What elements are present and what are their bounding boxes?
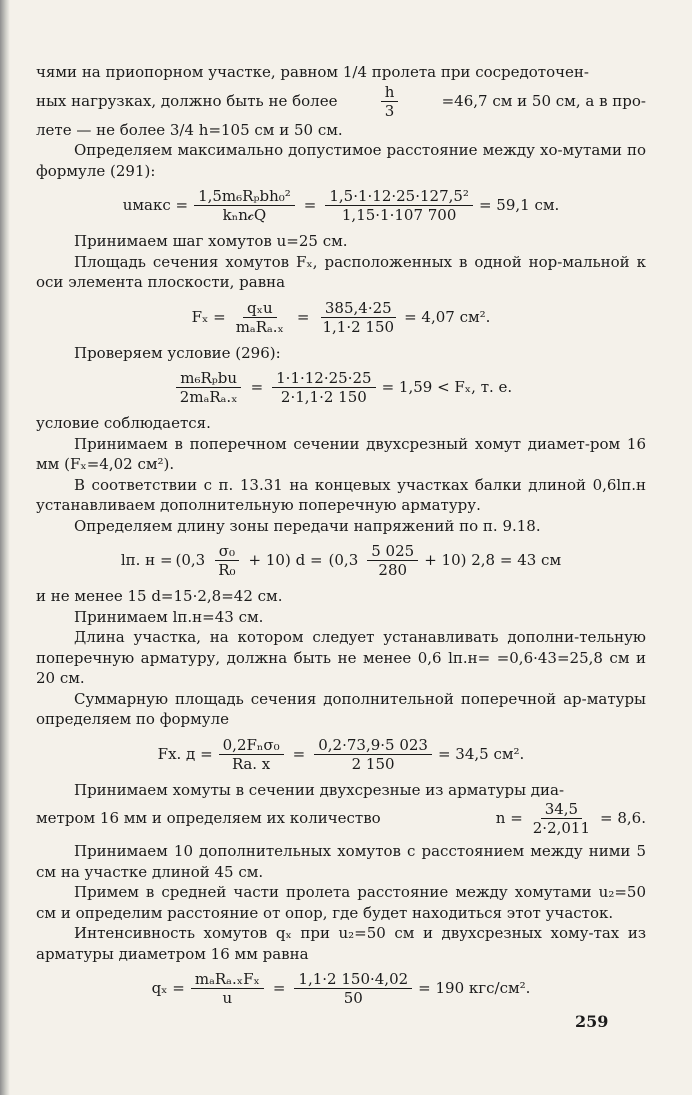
inline-formula xyxy=(496,800,646,837)
formula-lhs: qₓ = xyxy=(151,979,185,998)
numerator: m₆Rₚbu xyxy=(176,369,241,388)
formula-lhs: lп. н = xyxy=(120,551,173,570)
formula-result: = 4,07 см². xyxy=(404,307,491,326)
denominator: 2mₐRₐ.ₓ xyxy=(179,388,238,406)
denominator: u xyxy=(222,989,233,1007)
fraction xyxy=(232,299,288,336)
formula-result: = 34,5 см². xyxy=(437,744,525,763)
paragraph: Суммарную площадь сечения дополнительной поперечной ар-матуры определяем по формуле xyxy=(36,689,646,728)
paragraph: Принимаем хомуты в сечении двухсрезные из арматуры диа- xyxy=(74,780,565,799)
denominator: 1,1·2 150 xyxy=(322,317,395,336)
numerator: h xyxy=(381,83,399,102)
paragraph: Принимаем шаг хомутов u=25 см. xyxy=(74,232,348,250)
text-fragment: метром 16 мм и определяем их количество xyxy=(36,809,381,828)
denominator: kₙn𝒸Q xyxy=(222,206,267,224)
fraction xyxy=(294,970,412,1007)
denominator: 2 150 xyxy=(351,754,395,773)
fraction xyxy=(219,736,284,773)
denominator: 2·1,1·2 150 xyxy=(280,388,367,406)
text-line-with-fraction xyxy=(36,800,646,837)
paragraph: Принимаем в поперечном сечении двухсрезный хомут диамет-ром 16 мм (Fₓ=4,02 см²). xyxy=(36,434,646,473)
formula-lhs: n = xyxy=(495,809,523,828)
numerator: 1·1·12·25·25 xyxy=(272,369,375,388)
formula-qx xyxy=(36,970,646,1007)
fraction xyxy=(176,369,242,406)
formula-lhs: uмакс = xyxy=(122,196,189,215)
numerator: qₓu xyxy=(243,299,277,318)
paragraph: В соответствии с п. 13.31 на концевых участках балки длиной 0,6lп.н устанавливаем дополнительную поперечную арматуру. xyxy=(36,475,646,514)
formula-l-pn xyxy=(36,542,646,579)
paragraph: Принимаем lп.н=43 см. xyxy=(74,607,264,626)
numerator: 0,2Fₙσ₀ xyxy=(219,736,284,755)
denominator: 1,15·1·107 700 xyxy=(341,206,457,224)
formula-lhs: Fₓ = xyxy=(191,307,226,326)
text-fragment: ных нагрузках, должно быть не более xyxy=(36,91,338,110)
denominator: 280 xyxy=(378,561,408,579)
formula-term: (0,3 xyxy=(175,551,206,570)
denominator: 3 xyxy=(384,101,395,120)
fraction xyxy=(529,800,594,837)
fraction xyxy=(314,736,432,773)
denominator: mₐRₐ.ₓ xyxy=(235,317,284,336)
paragraph: Примем в средней части пролета расстояние между хомутами u₂=50 см и определим расстояние от опор, где будет находиться этот участок. xyxy=(36,883,646,922)
fraction xyxy=(325,187,473,224)
paragraph: Определяем длину зоны передачи напряжений по п. 9.18. xyxy=(74,516,541,535)
formula-result: = 190 кгс/см². xyxy=(418,979,531,998)
formula-fx xyxy=(36,299,646,336)
equals-sign: = xyxy=(292,744,306,763)
numerator: 5 025 xyxy=(367,542,418,561)
paragraph: Длина участка, на котором следует устанавливать дополни-тельную поперечную арматуру, должна быть не менее 0,6 lп.н= =0,6·43=25,8 см и 20 см. xyxy=(36,628,646,687)
numerator: mₐRₐ.ₓFₓ xyxy=(191,970,264,989)
formula-result: = 1,59 < Fₓ, т. е. xyxy=(381,378,513,397)
formula-term: + 10) d = xyxy=(248,551,323,570)
equals-sign: = xyxy=(303,196,317,215)
page-binding-edge xyxy=(0,0,10,1095)
equals-sign: = xyxy=(296,307,310,326)
fraction xyxy=(381,83,399,120)
paragraph: Принимаем 10 дополнительных хомутов с расстоянием между ними 5 см на участке длиной 45 см. xyxy=(36,842,646,881)
fraction xyxy=(367,542,418,579)
fraction xyxy=(318,299,398,336)
formula-lhs: Fх. д = xyxy=(157,744,213,763)
paragraph: Интенсивность хомутов qₓ при u₂=50 см и двухсрезных хому-тах из арматуры диаметром 16 мм равна xyxy=(36,924,646,963)
fraction xyxy=(194,187,295,224)
text-fragment: =46,7 см и 50 см, а в про- xyxy=(441,91,646,110)
numerator: 0,2·73,9·5 023 xyxy=(314,736,432,755)
formula-term: (0,3 xyxy=(328,551,359,570)
formula-condition-296 xyxy=(36,369,646,406)
formula-u-max xyxy=(36,187,646,224)
page-number: 259 xyxy=(575,1012,609,1031)
formula-result: + 10) 2,8 = 43 см xyxy=(424,551,562,570)
paragraph: Проверяем условие (296): xyxy=(74,343,281,362)
paragraph: чями на приопорном участке, равном 1/4 пролета при сосредоточен- xyxy=(36,63,589,81)
fraction xyxy=(191,970,264,1007)
denominator: 2·2,011 xyxy=(532,819,591,837)
formula-result: = 59,1 см. xyxy=(478,196,560,215)
fraction xyxy=(214,542,239,579)
formula-fx-d xyxy=(36,736,646,773)
page-text xyxy=(36,62,646,1014)
paragraph: условие соблюдается. xyxy=(36,414,211,432)
paragraph: и не менее 15 d=15·2,8=42 см. xyxy=(36,587,283,605)
denominator: 50 xyxy=(343,989,363,1007)
text-line-with-fraction xyxy=(36,83,646,120)
equals-sign: = xyxy=(250,378,264,397)
denominator: R₀ xyxy=(218,561,236,579)
paragraph: лете — не более 3/4 h=105 см и 50 см. xyxy=(36,120,343,139)
numerator: 1,5·1·12·25·127,5² xyxy=(325,187,473,206)
paragraph: Определяем максимально допустимое расстояние между хо-мутами по формуле (291): xyxy=(36,141,646,180)
paragraph: Площадь сечения хомутов Fₓ, расположенных в одной нор-мальной к оси элемента плоскости, равна xyxy=(36,252,646,291)
numerator: 1,1·2 150·4,02 xyxy=(294,970,412,989)
denominator: Rа. х xyxy=(232,754,271,773)
fraction xyxy=(272,369,375,406)
numerator: σ₀ xyxy=(215,542,239,561)
numerator: 385,4·25 xyxy=(321,299,396,318)
formula-result: = 8,6. xyxy=(600,809,646,828)
numerator: 1,5m₆Rₚbh₀² xyxy=(194,187,295,206)
numerator: 34,5 xyxy=(541,800,582,819)
equals-sign: = xyxy=(272,979,286,998)
